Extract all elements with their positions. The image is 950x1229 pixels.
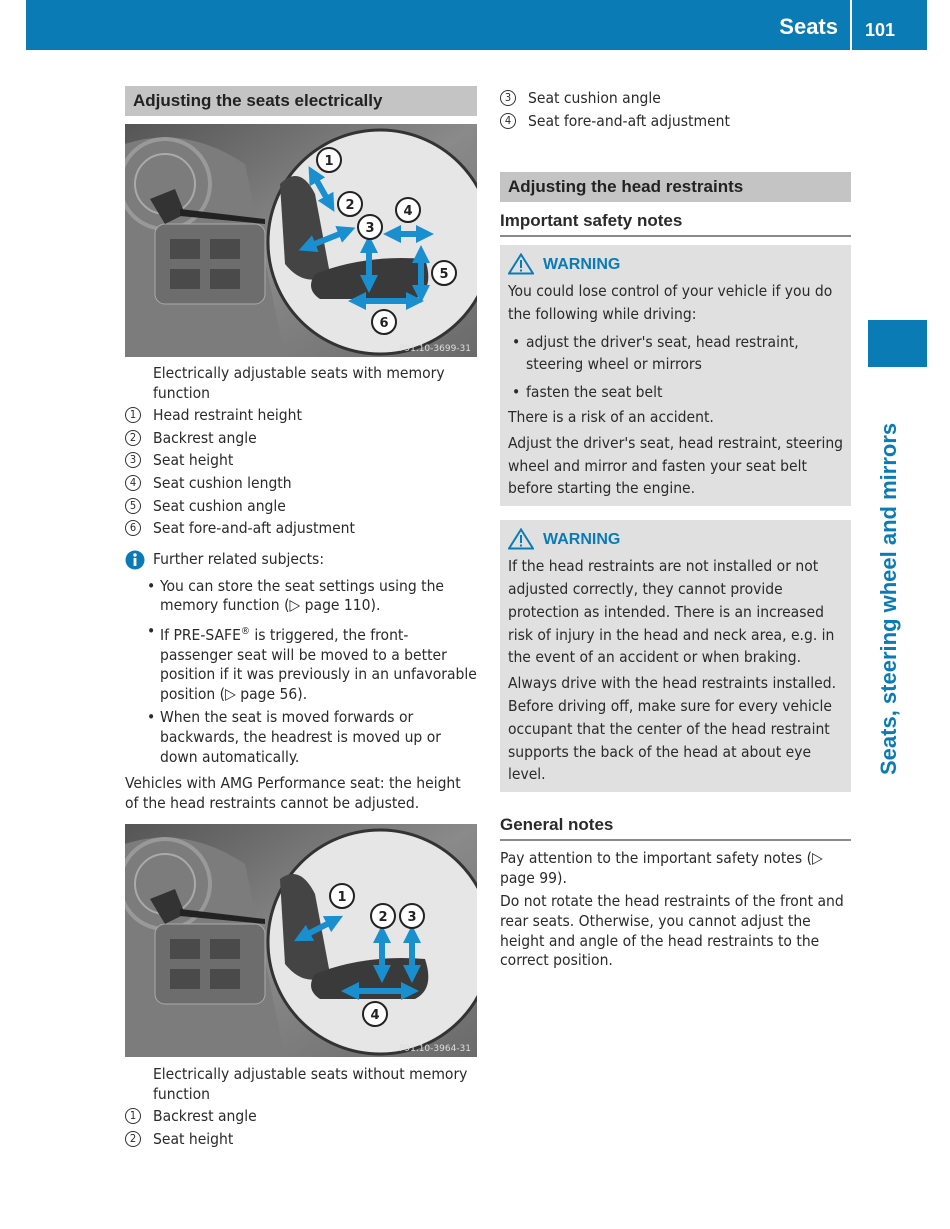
section-heading: Adjusting the seats electrically bbox=[125, 86, 477, 116]
warning-bullet: • adjust the driver's seat, head restraint, steering wheel or mirrors bbox=[508, 331, 843, 376]
left-column bbox=[125, 86, 477, 1148]
legend-text: Seat cushion angle bbox=[153, 496, 286, 515]
legend-item bbox=[500, 110, 851, 133]
warning-header bbox=[508, 253, 843, 277]
warning-icon bbox=[508, 528, 534, 550]
legend-text: Seat fore-and-aft adjustment bbox=[528, 111, 730, 130]
warning-header bbox=[508, 528, 843, 552]
seat-illustration bbox=[125, 124, 477, 357]
info-bullets bbox=[125, 577, 477, 768]
warning-text: If the head restraints are not installed or not adjusted correctly, they cannot provide protection as intended. There is an increased risk of injury in the head and neck area, e.g. in the event of an accident or when braking. bbox=[508, 557, 835, 667]
page-number: 101 bbox=[865, 20, 896, 40]
pre-safe-text-cont: is triggered, the front-passenger seat will be moved to a better position if it was previously in an unfavorable position (▷ page 56). bbox=[160, 626, 477, 703]
legend-text: Seat cushion length bbox=[153, 473, 292, 492]
legend-number: 4 bbox=[500, 113, 516, 129]
header-divider bbox=[850, 0, 852, 50]
pre-safe-text: If PRE-SAFE bbox=[160, 626, 241, 645]
legend-item bbox=[125, 1128, 477, 1151]
safety-notes-title: Important safety notes bbox=[500, 211, 851, 237]
marker-1-label: 1 bbox=[337, 890, 347, 905]
marker-5-label: 5 bbox=[439, 267, 449, 282]
seat-figure-memory bbox=[125, 124, 477, 357]
general-text: Pay attention to the important safety notes (▷ page 99). bbox=[500, 849, 823, 887]
seat-figure-no-memory bbox=[125, 824, 477, 1057]
legend-text: Backrest angle bbox=[153, 1107, 257, 1126]
warning-text: You could lose control of your vehicle if you do the following while driving: bbox=[508, 282, 833, 323]
warning-icon bbox=[508, 253, 534, 275]
warning-label: WARNING bbox=[543, 256, 621, 274]
legend-text: Seat fore-and-aft adjustment bbox=[153, 519, 355, 538]
marker-2-label: 2 bbox=[345, 198, 355, 213]
marker-2-label: 2 bbox=[378, 910, 388, 925]
legend-number: 1 bbox=[125, 1108, 141, 1124]
legend-continued bbox=[500, 87, 851, 132]
marker-4-label: 4 bbox=[403, 204, 413, 219]
general-text: Do not rotate the head restraints of the front and rear seats. Otherwise, you cannot adjust the height and angle of the head restraints to the correct position. bbox=[500, 892, 844, 970]
section-title: Seats bbox=[779, 14, 838, 39]
legend-number: 2 bbox=[125, 430, 141, 446]
legend-number: 4 bbox=[125, 475, 141, 491]
legend-text: Seat cushion angle bbox=[528, 89, 661, 107]
marker-3-label: 3 bbox=[407, 910, 417, 925]
legend-item bbox=[125, 495, 477, 518]
legend-text: Seat height bbox=[153, 1129, 234, 1148]
info-icon bbox=[125, 550, 145, 570]
legend-item bbox=[125, 427, 477, 450]
info-bullet bbox=[125, 622, 477, 705]
legend-item bbox=[125, 449, 477, 472]
general-notes-title: General notes bbox=[500, 815, 851, 841]
legend-item bbox=[125, 1105, 477, 1128]
seat-illustration bbox=[125, 824, 477, 1057]
marker-6-label: 6 bbox=[379, 316, 389, 331]
figure1-legend bbox=[125, 404, 477, 540]
marker-1-label: 1 bbox=[324, 154, 334, 169]
warning-text: Adjust the driver's seat, head restraint, steering wheel and mirror and fasten your seat belt before starting the engine. bbox=[508, 433, 844, 498]
section-heading: Adjusting the head restraints bbox=[500, 172, 851, 202]
legend-number: 5 bbox=[125, 498, 141, 514]
legend-number: 1 bbox=[125, 407, 141, 423]
figure2-legend bbox=[125, 1105, 477, 1150]
amg-note: Vehicles with AMG Performance seat: the height of the head restraints cannot be adjusted. bbox=[125, 774, 461, 812]
legend-text: Seat height bbox=[153, 451, 234, 470]
figure2-text bbox=[125, 1065, 477, 1150]
legend-number: 3 bbox=[500, 90, 516, 106]
legend-item bbox=[125, 404, 477, 427]
figure-code: P91.10-3699-31 bbox=[398, 344, 471, 354]
legend-number: 3 bbox=[125, 452, 141, 468]
warning-box bbox=[500, 245, 851, 506]
warning-text: Always drive with the head restraints installed. Before driving off, make sure for every vehicle occupant that the center of the head restraint supports the back of the head at about eye level. bbox=[508, 674, 837, 784]
warning-text: There is a risk of an accident. bbox=[508, 408, 714, 426]
marker-4-label: 4 bbox=[370, 1008, 380, 1023]
info-bullet: • You can store the seat settings using the memory function (▷ page 110). bbox=[125, 577, 477, 616]
legend-item bbox=[500, 87, 851, 110]
figure2-caption: Electrically adjustable seats without memory function bbox=[153, 1065, 468, 1103]
legend-item bbox=[125, 472, 477, 495]
figure1-caption: Electrically adjustable seats with memory function bbox=[153, 364, 445, 402]
right-column bbox=[500, 87, 851, 971]
legend-text: Head restraint height bbox=[153, 406, 302, 425]
warning-box bbox=[500, 520, 851, 792]
legend-number: 6 bbox=[125, 520, 141, 536]
legend-number: 2 bbox=[125, 1131, 141, 1147]
warning-bullets bbox=[508, 331, 843, 403]
legend-item bbox=[125, 517, 477, 540]
figure-code: P91.10-3964-31 bbox=[398, 1044, 471, 1054]
chapter-tab bbox=[868, 320, 927, 367]
marker-3-label: 3 bbox=[365, 221, 375, 236]
warning-bullet: • fasten the seat belt bbox=[508, 381, 843, 403]
info-note bbox=[125, 549, 477, 569]
registered-mark: ® bbox=[240, 625, 250, 637]
warning-label: WARNING bbox=[543, 531, 621, 549]
info-intro: Further related subjects: bbox=[153, 549, 325, 568]
chapter-label: Seats, steering wheel and mirrors bbox=[876, 422, 901, 775]
info-bullet: • When the seat is moved forwards or backwards, the headrest is moved up or down automatically. bbox=[125, 708, 477, 767]
legend-text: Backrest angle bbox=[153, 428, 257, 447]
